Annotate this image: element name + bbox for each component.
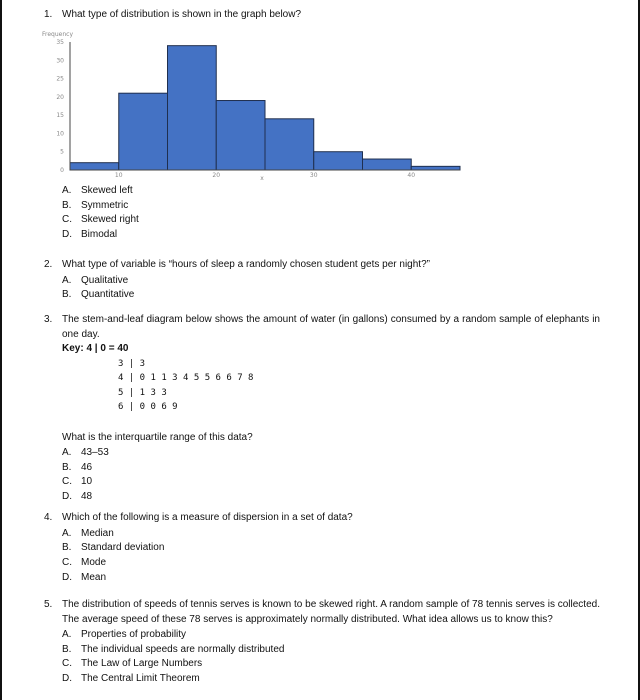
stem-leaf-key: Key: 4 | 0 = 40	[62, 343, 129, 354]
answer-option[interactable]	[62, 571, 600, 586]
y-tick-label: 10	[56, 130, 64, 138]
stem-leaf-diagram	[44, 357, 600, 415]
answer-option[interactable]	[62, 288, 600, 303]
question-1-options	[62, 184, 600, 243]
answer-option[interactable]	[62, 541, 600, 556]
option-letter: B.	[62, 461, 72, 473]
option-text: Skewed left	[81, 185, 133, 196]
option-text: Mode	[81, 556, 107, 568]
option-text: Standard deviation	[81, 542, 165, 554]
option-text: Mean	[81, 571, 107, 583]
option-text: Properties of probability	[81, 629, 187, 640]
answer-option[interactable]	[62, 228, 600, 243]
option-letter: D.	[62, 491, 72, 503]
answer-option[interactable]	[62, 643, 600, 658]
option-text: Qualitative	[81, 274, 129, 286]
question-text: What type of variable is “hours of sleep a randomly chosen student gets per night?”	[62, 259, 430, 270]
option-text: The Central Limit Theorem	[81, 673, 200, 685]
option-letter: C.	[62, 658, 72, 670]
answer-option[interactable]	[62, 672, 600, 687]
y-tick-label: 20	[56, 93, 64, 101]
option-text: Bimodal	[81, 229, 118, 241]
question-2-options	[62, 274, 600, 303]
page-edge-left	[0, 0, 2, 700]
option-text: The Law of Large Numbers	[81, 658, 203, 670]
x-tick-label: 20	[212, 172, 221, 179]
question-5-options	[62, 628, 600, 687]
x-tick-label: 40	[407, 172, 416, 179]
stem-leaf-row: 5 | 1 3 3	[118, 387, 167, 398]
question-5	[44, 598, 600, 687]
answer-option[interactable]	[62, 556, 600, 571]
answer-option[interactable]	[62, 274, 600, 289]
histogram-bar	[265, 119, 314, 170]
question-number: 2.	[44, 259, 53, 270]
histogram-bars	[70, 46, 460, 170]
answer-option[interactable]	[62, 628, 600, 643]
y-tick-labels	[56, 39, 64, 174]
x-axis-label: x	[260, 175, 264, 182]
option-letter: D.	[62, 571, 72, 583]
y-tick-label: 30	[56, 57, 64, 65]
x-tick-labels	[115, 172, 415, 179]
question-3-options	[62, 446, 600, 505]
question-text: Which of the following is a measure of dispersion in a set of data?	[62, 512, 353, 523]
option-text: 48	[81, 491, 93, 503]
question-3	[44, 313, 600, 505]
option-text: Skewed right	[81, 214, 139, 226]
answer-option[interactable]	[62, 461, 600, 476]
option-letter: B.	[62, 199, 72, 211]
question-1-options-block	[44, 183, 600, 243]
option-text: Quantitative	[81, 289, 135, 301]
histogram-bar	[119, 93, 168, 170]
option-text: Symmetric	[81, 199, 129, 211]
answer-option[interactable]	[62, 490, 600, 505]
stem-leaf-row: 3 | 3	[118, 358, 146, 369]
option-text: The individual speeds are normally distributed	[81, 643, 285, 655]
y-tick-label: 15	[56, 112, 64, 120]
question-number: 4.	[44, 512, 53, 523]
option-letter: B.	[62, 643, 72, 655]
option-letter: D.	[62, 673, 72, 685]
option-letter: C.	[62, 476, 72, 488]
option-letter: B.	[62, 542, 72, 554]
stem-leaf-row: 6 | 0 0 6 9	[118, 402, 178, 412]
y-tick-label: 0	[60, 167, 64, 174]
y-tick-label: 5	[60, 148, 64, 156]
histogram-bar	[314, 152, 363, 170]
answer-option[interactable]	[62, 657, 600, 672]
option-text: 43–53	[81, 447, 109, 458]
histogram-bar	[168, 46, 217, 170]
question-4	[44, 511, 600, 585]
answer-option[interactable]	[62, 527, 600, 542]
answer-option[interactable]	[62, 199, 600, 214]
option-letter: C.	[62, 556, 72, 568]
option-letter: A.	[62, 274, 72, 286]
answer-option[interactable]	[62, 184, 600, 199]
question-text: The stem-and-leaf diagram below shows the amount of water (in gallons) consumed by a random sample of elephants in one day.	[62, 314, 600, 340]
option-letter: A.	[62, 185, 72, 196]
y-axis-label: Frequency	[42, 31, 73, 38]
histogram-bar	[411, 166, 460, 170]
subquestion-text: What is the interquartile range of this data?	[62, 431, 253, 443]
answer-option[interactable]	[62, 475, 600, 490]
stem-leaf-row: 4 | 0 1 1 3 4 5 5 6 6 7 8	[118, 373, 254, 383]
question-number: 5.	[44, 599, 53, 610]
option-text: 10	[81, 476, 93, 488]
option-letter: B.	[62, 289, 72, 301]
option-letter: A.	[62, 447, 72, 458]
x-tick-label: 30	[309, 172, 318, 179]
histogram-chart	[40, 30, 470, 182]
question-number: 3.	[44, 314, 53, 325]
question-4-options	[62, 527, 600, 586]
question-1	[44, 8, 600, 23]
option-letter: C.	[62, 214, 72, 226]
option-letter: D.	[62, 229, 72, 241]
option-text: Median	[81, 527, 114, 539]
option-text: 46	[81, 461, 93, 473]
question-2	[44, 258, 600, 303]
answer-option[interactable]	[62, 446, 600, 461]
y-tick-label: 25	[56, 75, 64, 83]
histogram-bar	[363, 159, 412, 170]
histogram-bar	[216, 101, 265, 170]
option-letter: A.	[62, 629, 72, 640]
answer-option[interactable]	[62, 213, 600, 228]
x-tick-label: 10	[114, 172, 123, 179]
histogram-bar	[70, 163, 119, 170]
option-letter: A.	[62, 527, 72, 539]
question-text: What type of distribution is shown in the graph below?	[62, 9, 302, 20]
question-text: The distribution of speeds of tennis serves is known to be skewed right. A random sample of 78 tennis serves is collected. The average speed of these 78 serves is approximately normally distributed. What idea allows us to know this?	[62, 599, 600, 625]
y-tick-label: 35	[56, 39, 64, 46]
question-number: 1.	[44, 9, 53, 20]
